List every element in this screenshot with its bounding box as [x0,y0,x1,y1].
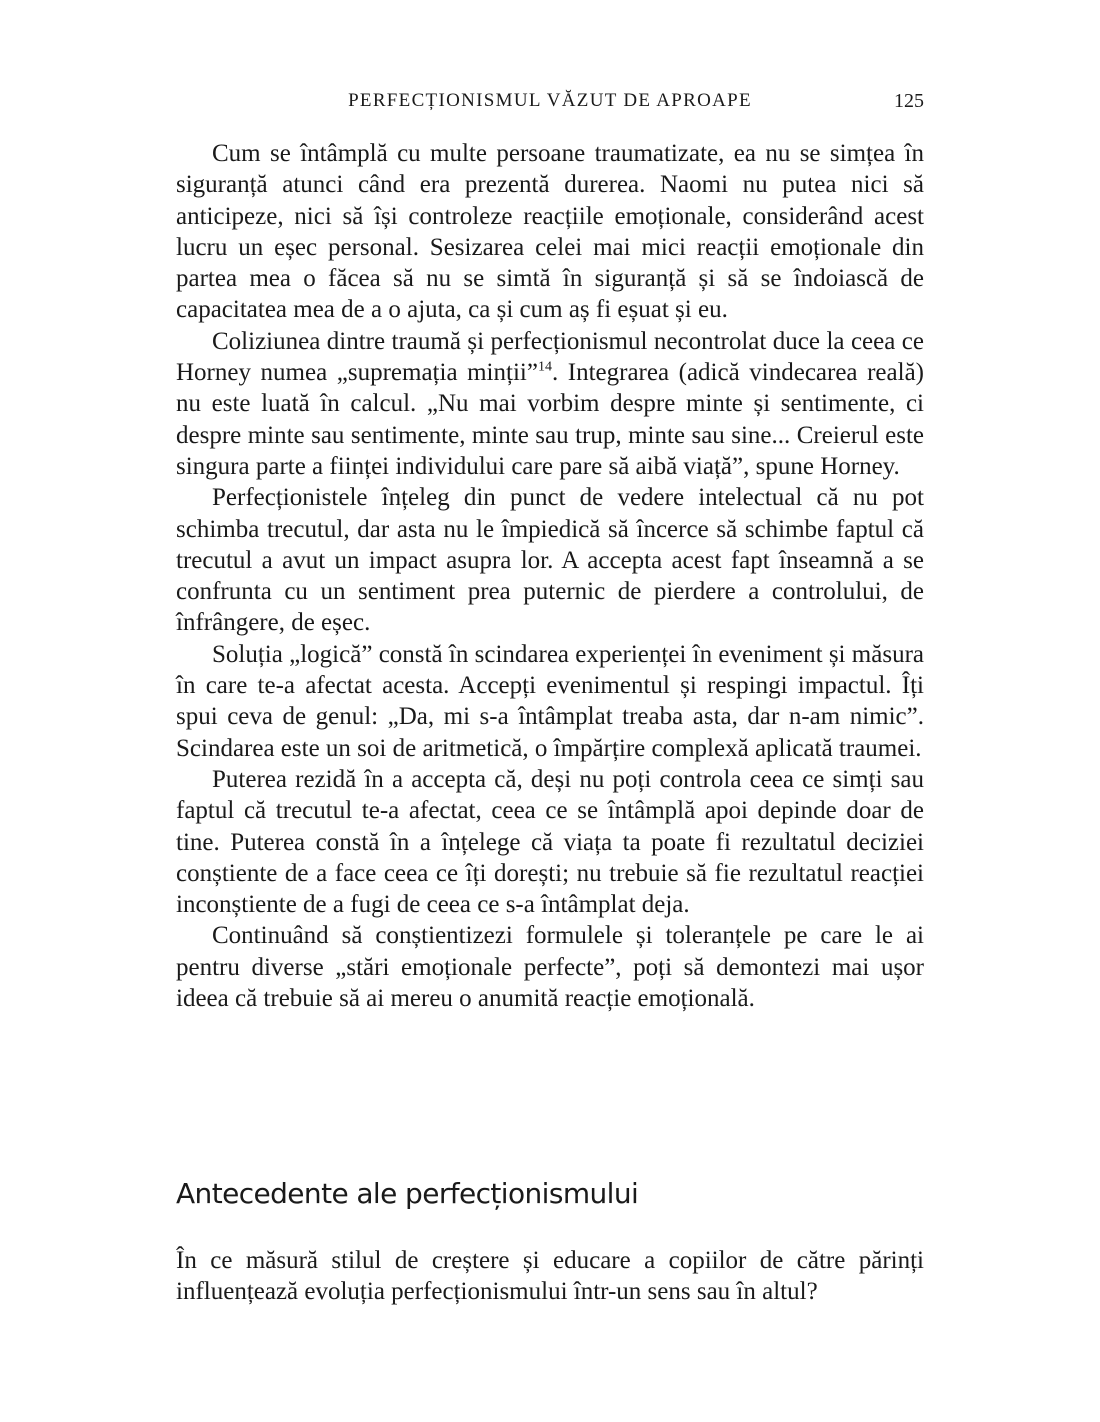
footnote-reference: 14 [537,359,552,375]
section-intro-paragraph: În ce măsură stilul de creștere și educare a copiilor de către părinți influențează evoluția perfecționismului într-un sens sau în altul? [176,1247,924,1306]
paragraph: Perfecționistele înțeleg din punct de vedere intelectual că nu pot schimba trecutul, dar asta nu le împiedică să încerce să schimbe faptul că trecutul a avut un impact asupra lor. A accepta acest fapt înseamnă a se confrunta cu un sentiment prea puternic de pierdere a controlului, de înfrângere, de eșec. [176,484,924,637]
body-text [176,138,924,1014]
page-number: 125 [894,90,924,112]
paragraph: Puterea rezidă în a accepta că, deși nu poți controla ceea ce simți sau faptul că trecutul te-a afectat, ceea ce se întâmplă apoi depinde doar de tine. Puterea constă în a înțelege că viața ta poate fi rezultatul deciziei conștiente de a face ceea ce îți dorești; nu trebuie să fie rezultatul reacției inconștiente de a fugi de ceea ce s-a întâmplat deja. [176,765,924,919]
section-intro [176,1245,924,1308]
running-header [176,86,924,116]
paragraph-text-after-footnote: . Integrarea (adică vindecarea reală) nu este luată în calcul. „Nu mai vorbim despre minte și sentimente, ci despre minte sau sentimente, minte sau trup, minte sau sine... Creierul este singura parte a ființei individului care pare să aibă viață”, spune Horney. [176,359,924,480]
section-heading: Antecedente ale perfecționismului [176,1177,639,1210]
paragraph-text-before-footnote: Coliziunea dintre traumă și perfecționismul necontrolat duce la ceea ce Horney numea „supremația minții” [176,327,924,387]
paragraph: Soluția „logică” constă în scindarea experienței în eveniment și măsura în care te-a afectat acesta. Accepți evenimentul și respingi impactul. Îți spui ceva de genul: „Da, mi s-a întâmplat treaba asta, dar n-am nimic”. Scindarea este un soi de aritmetică, o împărțire complexă aplicată traumei. [176,640,924,762]
paragraph: Continuând să conștientizezi formulele și toleranțele pe care le ai pentru diverse „stări emoționale perfecte”, poți să demontezi mai ușor ideea că trebuie să ai mereu o anumită reacție emoțională. [176,922,924,1013]
paragraph: Cum se întâmplă cu multe persoane traumatizate, ea nu se simțea în siguranță atunci când era prezentă durerea. Naomi nu putea nici să anticipeze, nici să își controleze reacțiile emoționale, considerând acest lucru un eșec personal. Sesizarea celei mai mici reacții emoționale din partea mea o făcea să nu se simtă în siguranță și să se îndoiască de capacitatea mea de a o ajuta, ca și cum aș fi eșuat și eu. [176,140,924,324]
paragraph-with-footnote [176,326,924,482]
running-title: PERFECȚIONISMUL VĂZUT DE APROAPE [348,90,752,111]
